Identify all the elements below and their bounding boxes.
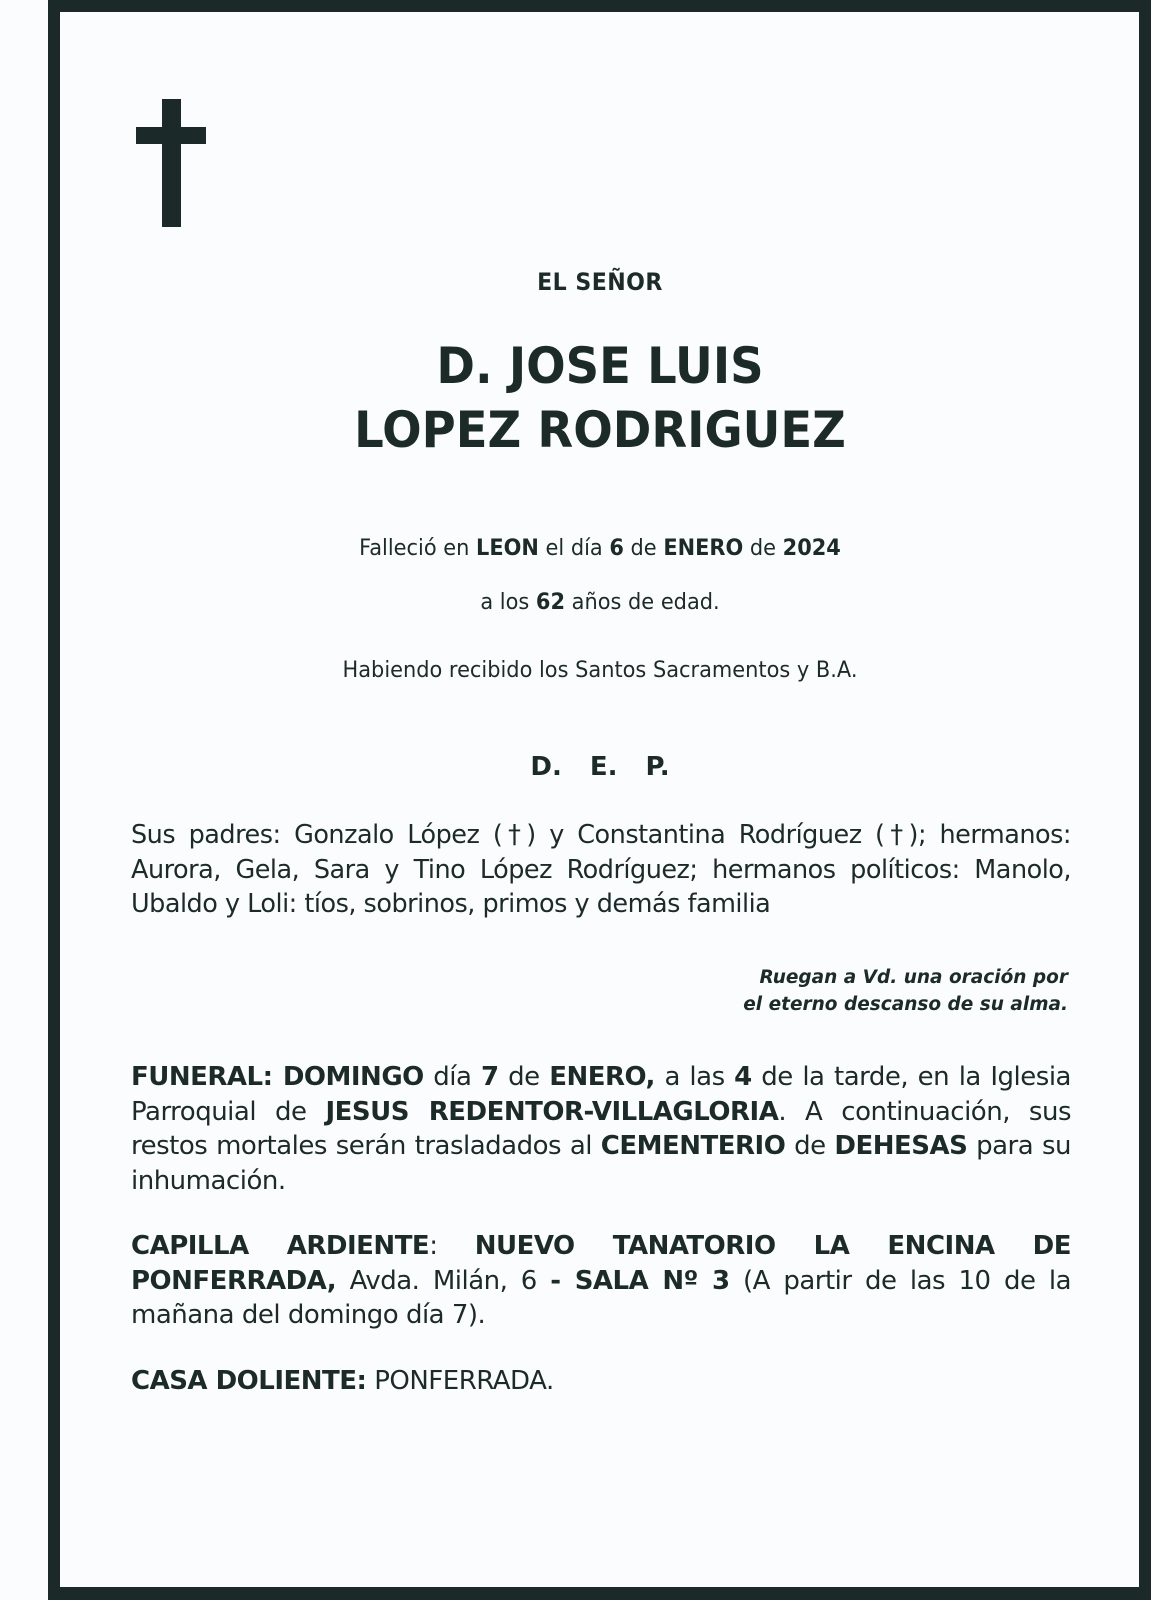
mourning-frame [48, 0, 1151, 1600]
age-line: a los 62 años de edad. [480, 590, 720, 615]
funeral-paragraph: FUNERAL: DOMINGO día 7 de ENERO, a las 4 de la tarde, en la Iglesia Parroquial de JESUS REDENTOR-VILLAGLORIA. A continuación, sus restos mortales serán trasladados al CEMENTERIO de DEHESAS para su inhumación. [131, 1062, 1071, 1196]
name-line-1: D. JOSE LUIS [436, 337, 764, 395]
dep-initials: D. E. P. [530, 752, 670, 782]
prayer-request: Ruegan a Vd. una oración por el eterno descanso de su alma. [743, 967, 1068, 1015]
death-details: Falleció en LEON el día 6 de ENERO de 2024 [359, 536, 841, 561]
sacraments-line: Habiendo recibido los Santos Sacramentos y B.A. [342, 658, 858, 683]
age-value: 62 [535, 590, 566, 615]
name-line-2: LOPEZ RODRIGUEZ [354, 401, 846, 459]
family-paragraph: Sus padres: Gonzalo López (†) y Constantina Rodríguez (†); hermanos: Aurora, Gela, Sara y Tino López Rodríguez; hermanos políticos: Manolo, Ubaldo y Loli: tíos, sobrinos, primos y demás familia [131, 820, 1071, 919]
death-month: ENERO [663, 536, 744, 561]
cross-icon [136, 99, 206, 227]
chapel-paragraph: CAPILLA ARDIENTE: NUEVO TANATORIO LA ENCINA DE PONFERRADA, Avda. Milán, 6 - SALA Nº 3 (A partir de las 10 de la mañana del domingo día 7). [131, 1231, 1072, 1330]
death-year: 2024 [782, 536, 841, 561]
death-place: LEON [476, 536, 539, 561]
honorific: EL SEÑOR [537, 268, 663, 296]
death-day: 6 [609, 536, 624, 561]
deceased-name [98, 334, 1102, 462]
mourning-house: CASA DOLIENTE: PONFERRADA. [131, 1366, 554, 1396]
